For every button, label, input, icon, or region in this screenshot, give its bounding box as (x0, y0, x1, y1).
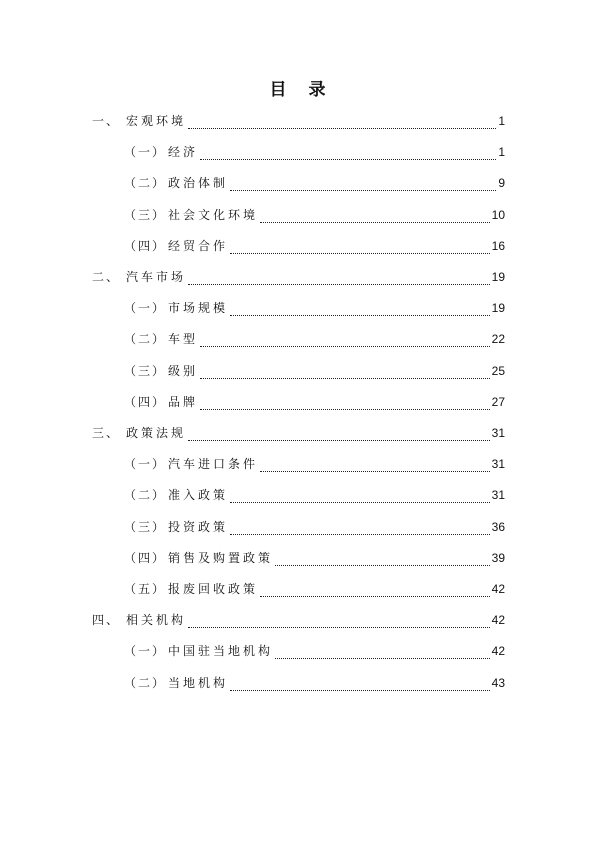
toc-page-number: 25 (491, 363, 505, 378)
toc-entry-number: （五） (124, 582, 167, 596)
dot-leader (188, 283, 490, 285)
toc-page-number: 19 (491, 301, 505, 316)
toc-entry-number: （一） (124, 145, 167, 160)
toc-subsection-entry[interactable] (124, 455, 505, 475)
dot-leader (230, 533, 490, 535)
toc-page-number: 31 (491, 426, 505, 440)
toc-entry-label: 政策法规 (126, 426, 187, 440)
toc-subsection-entry[interactable] (124, 642, 505, 662)
toc-entry-number: 一、 (92, 114, 121, 128)
toc-entry-label: 经贸合作 (168, 238, 229, 253)
toc-entry-number: （二） (124, 675, 167, 690)
toc-entry-number: （四） (124, 550, 167, 565)
dot-leader (230, 252, 490, 254)
toc-entry-number: （四） (124, 394, 167, 409)
toc-subsection-entry[interactable] (124, 674, 505, 694)
toc-entry-label: 政治体制 (168, 176, 229, 191)
toc-subsection-entry[interactable] (124, 237, 505, 257)
toc-page-number: 36 (491, 519, 505, 534)
dot-leader (188, 127, 496, 129)
toc-entry-number: （三） (124, 207, 167, 222)
dot-leader (188, 439, 490, 441)
toc-entry-number: 二、 (92, 270, 121, 284)
toc-page-number: 19 (491, 270, 505, 284)
page-title: 目 录 (269, 80, 334, 100)
dot-leader (260, 221, 490, 223)
toc-entry-label: 汽车进口条件 (168, 457, 259, 472)
toc-entry-number: （一） (124, 644, 167, 659)
toc-entry-number: （二） (124, 176, 167, 191)
toc-entry-label: 准入政策 (168, 488, 229, 503)
toc-subsection-entry[interactable] (124, 299, 505, 319)
toc-section-entry[interactable] (92, 611, 505, 631)
dot-leader (230, 189, 496, 191)
toc-entry-label: 品牌 (168, 394, 199, 409)
toc-page-number: 10 (491, 207, 505, 222)
toc-page-number: 9 (498, 176, 505, 191)
toc-entry-number: （一） (124, 301, 167, 316)
toc-page-number: 1 (498, 114, 505, 128)
toc-subsection-entry[interactable] (124, 393, 505, 413)
dot-leader (200, 345, 490, 347)
toc-subsection-entry[interactable] (124, 486, 505, 506)
toc-entry-number: 四、 (92, 613, 121, 628)
toc-entry-label: 汽车市场 (126, 270, 187, 284)
toc-entry-label: 报废回收政策 (168, 582, 259, 596)
toc-subsection-entry[interactable] (124, 174, 505, 194)
toc-entry-label: 宏观环境 (126, 114, 187, 128)
toc-entry-label: 销售及购置政策 (168, 550, 274, 565)
toc-page-number: 31 (491, 457, 505, 472)
toc-section-entry[interactable] (92, 268, 505, 288)
toc-subsection-entry[interactable] (124, 362, 505, 382)
toc-page-number: 42 (491, 582, 505, 596)
toc-subsection-entry[interactable] (124, 518, 505, 538)
dot-leader (200, 158, 496, 160)
toc-section-entry[interactable] (92, 424, 505, 444)
toc-entry-label: 社会文化环境 (168, 207, 259, 222)
toc-section-entry[interactable] (92, 112, 505, 132)
toc-entry-number: （二） (124, 488, 167, 503)
toc-entry-number: 三、 (92, 426, 121, 440)
dot-leader (275, 564, 490, 566)
toc-page-number: 16 (491, 238, 505, 253)
toc-entry-label: 当地机构 (168, 675, 229, 690)
toc-entry-label: 车型 (168, 332, 199, 347)
toc-entry-number: （三） (124, 363, 167, 378)
toc-entry-label: 级别 (168, 363, 199, 378)
dot-leader (200, 377, 490, 379)
toc-subsection-entry[interactable] (124, 549, 505, 569)
toc-entry-label: 相关机构 (126, 613, 187, 628)
toc-page-number: 42 (491, 644, 505, 659)
toc-subsection-entry[interactable] (124, 143, 505, 163)
dot-leader (230, 689, 490, 691)
toc-entry-number: （四） (124, 238, 167, 253)
toc-entry-label: 中国驻当地机构 (168, 644, 274, 659)
dot-leader (275, 657, 490, 659)
dot-leader (260, 470, 490, 472)
toc-entry-number: （二） (124, 332, 167, 347)
dot-leader (230, 314, 490, 316)
dot-leader (230, 501, 490, 503)
toc-page-number: 43 (491, 675, 505, 690)
toc-page-number: 42 (491, 613, 505, 628)
toc-page-number: 31 (491, 488, 505, 503)
toc-entry-label: 投资政策 (168, 519, 229, 534)
toc-subsection-entry[interactable] (124, 580, 505, 600)
toc-entry-label: 市场规模 (168, 301, 229, 316)
dot-leader (200, 408, 490, 410)
dot-leader (260, 595, 490, 597)
toc-page-number: 1 (498, 145, 505, 160)
dot-leader (188, 626, 490, 628)
toc-entry-label: 经济 (168, 145, 199, 160)
toc-entry-number: （三） (124, 519, 167, 534)
toc-page-number: 27 (491, 394, 505, 409)
toc-subsection-entry[interactable] (124, 330, 505, 350)
toc-page-number: 39 (491, 550, 505, 565)
toc-page-number: 22 (491, 332, 505, 347)
toc-entry-number: （一） (124, 457, 167, 472)
toc-subsection-entry[interactable] (124, 206, 505, 226)
